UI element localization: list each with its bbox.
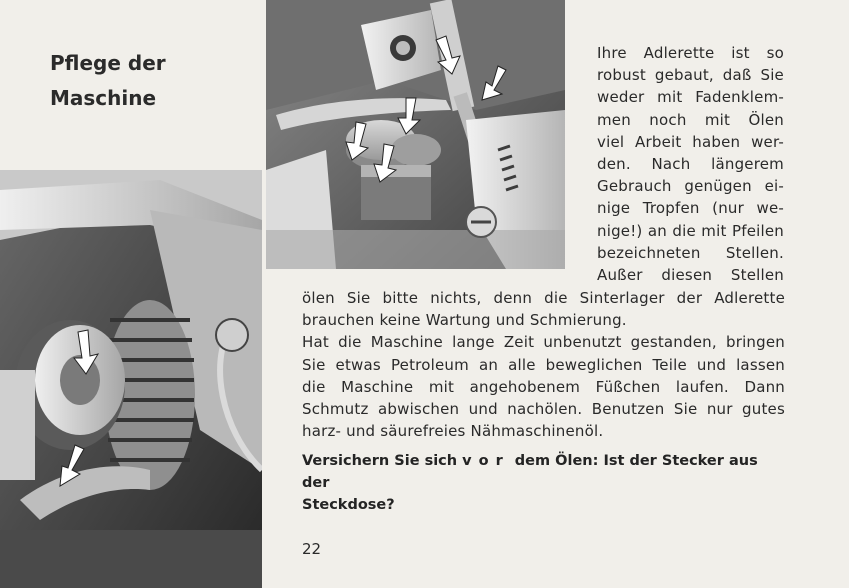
right-line: Ihre Adlerette ist so: [597, 44, 784, 62]
main-line: die Maschine mit angehobenem Füßchen laufen. Dann: [302, 377, 785, 396]
right-line: men noch mit Ölen: [597, 110, 784, 129]
right-line: viel Arbeit haben wer-: [597, 132, 784, 151]
warning-line-1: [302, 450, 785, 494]
warning-emphasis: vor: [462, 453, 510, 469]
heading-line-2: Maschine: [50, 86, 157, 110]
warning-line-2: Steckdose?: [302, 497, 395, 513]
main-line: Sie etwas Petroleum an alle beweglichen Teile und lassen: [302, 355, 785, 374]
page-heading: [50, 46, 166, 116]
main-line: harz- und säurefreies Nähmaschinenöl.: [302, 422, 604, 441]
main-line: Hat die Maschine lange Zeit unbenutzt gestanden, bringen: [302, 333, 785, 352]
warning-note: [302, 450, 785, 516]
photo-mechanism-left: [0, 170, 262, 588]
right-line: Gebrauch genügen ei-: [597, 177, 784, 196]
main-body-text: [302, 287, 785, 442]
right-line: bezeichneten Stellen.: [597, 243, 784, 262]
right-column-text: [597, 42, 784, 286]
warning-part-2: dem Ölen: Ist der Stecker aus der: [302, 453, 758, 491]
main-line: ölen Sie bitte nichts, denn die Sinterlager der Adlerette: [302, 289, 785, 307]
heading-line-1: Pflege der: [50, 51, 166, 75]
right-line: nige!) an die mit Pfeilen: [597, 221, 784, 240]
right-line: Außer diesen Stellen: [597, 266, 784, 285]
main-line: Schmutz abwischen und nachölen. Benutzen Sie nur gutes: [302, 400, 785, 419]
page-number: 22: [302, 540, 322, 558]
mechanism-left-illustration: [0, 170, 262, 588]
photo-mechanism-top: [266, 0, 565, 269]
right-line: robust gebaut, daß Sie: [597, 66, 784, 85]
right-line: nige Tropfen (nur we-: [597, 199, 784, 218]
main-line: brauchen keine Wartung und Schmierung.: [302, 311, 627, 330]
mechanism-top-illustration: [266, 0, 565, 269]
warning-part-1: Versichern Sie sich: [302, 453, 463, 469]
right-line: den. Nach längerem: [597, 155, 784, 174]
right-line: weder mit Fadenklem-: [597, 88, 784, 107]
